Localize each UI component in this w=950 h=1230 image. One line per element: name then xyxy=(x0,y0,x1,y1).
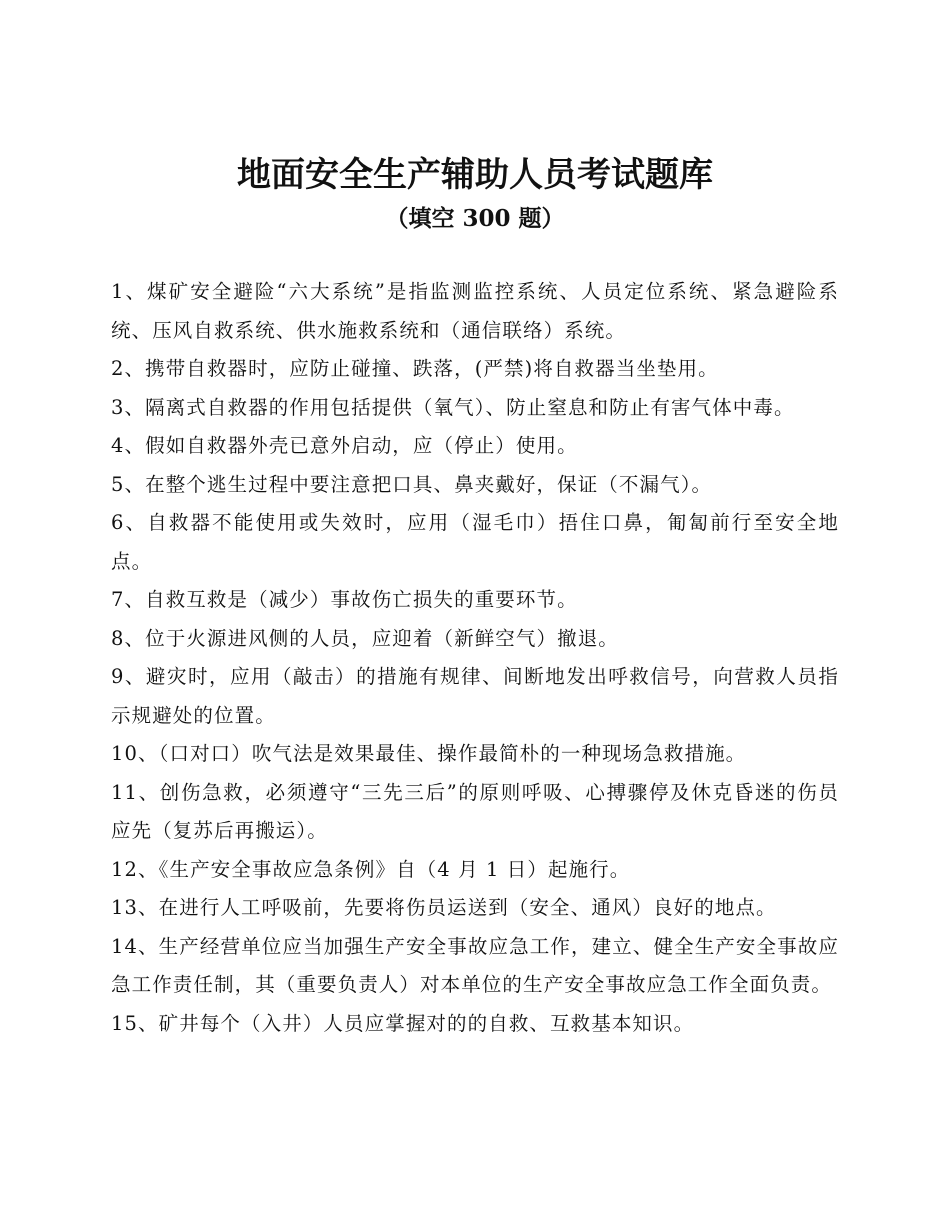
question-item: 5、在整个逃生过程中要注意把口具、鼻夹戴好，保证（不漏气）。 xyxy=(111,472,713,496)
question-item: 9、避灾时，应用（敲击）的措施有规律、间断地发出呼救信号，向营救人员指示规避处的位置。 xyxy=(111,665,839,727)
question-item: 13、在进行人工呼吸前，先要将伤员运送到（安全、通风）良好的地点。 xyxy=(111,896,777,919)
question-item: 15、矿井每个（入井）人员应掌握对的的自救、互救基本知识。 xyxy=(111,1011,695,1035)
question-item: 2、携带自救器时，应防止碰撞、跌落，(严禁)将自救器当坐垫用。 xyxy=(111,357,719,380)
question-item: 8、位于火源进风侧的人员，应迎着（新鲜空气）撤退。 xyxy=(111,626,619,650)
document-title: 地面安全生产辅助人员考试题库 xyxy=(237,155,713,195)
question-item: 6、自救器不能使用或失效时，应用（湿毛巾）捂住口鼻，匍匐前行至安全地点。 xyxy=(111,511,839,573)
question-item: 3、隔离式自救器的作用包括提供（氧气）、防止窒息和防止有害气体中毒。 xyxy=(111,395,795,419)
question-item: 14、生产经营单位应当加强生产安全事故应急工作，建立、健全生产安全事故应急工作责任制，其（重要负责人）对本单位的生产安全事故应急工作全面负责。 xyxy=(111,934,839,996)
question-item: 1、煤矿安全避险“六大系统”是指监测监控系统、人员定位系统、紧急避险系统、压风自救系统、供水施救系统和（通信联络）系统。 xyxy=(111,280,839,342)
document-subtitle: （填空 300 题） xyxy=(385,205,565,232)
question-item: 4、假如自救器外壳已意外启动，应（停止）使用。 xyxy=(111,434,578,457)
question-item: 11、创伤急救，必须遵守“三先三后”的原则呼吸、心搏骤停及休克昏迷的伤员应先（复苏后再搬运）。 xyxy=(111,780,839,842)
question-item: 12、《生产安全事故应急条例》自（4 月 1 日）起施行。 xyxy=(111,857,631,881)
question-item: 7、自救互救是（减少）事故伤亡损失的重要环节。 xyxy=(111,588,578,611)
question-item: 10、（口对口）吹气法是效果最佳、操作最简朴的一种现场急救措施。 xyxy=(111,742,747,765)
question-list xyxy=(111,273,839,1043)
